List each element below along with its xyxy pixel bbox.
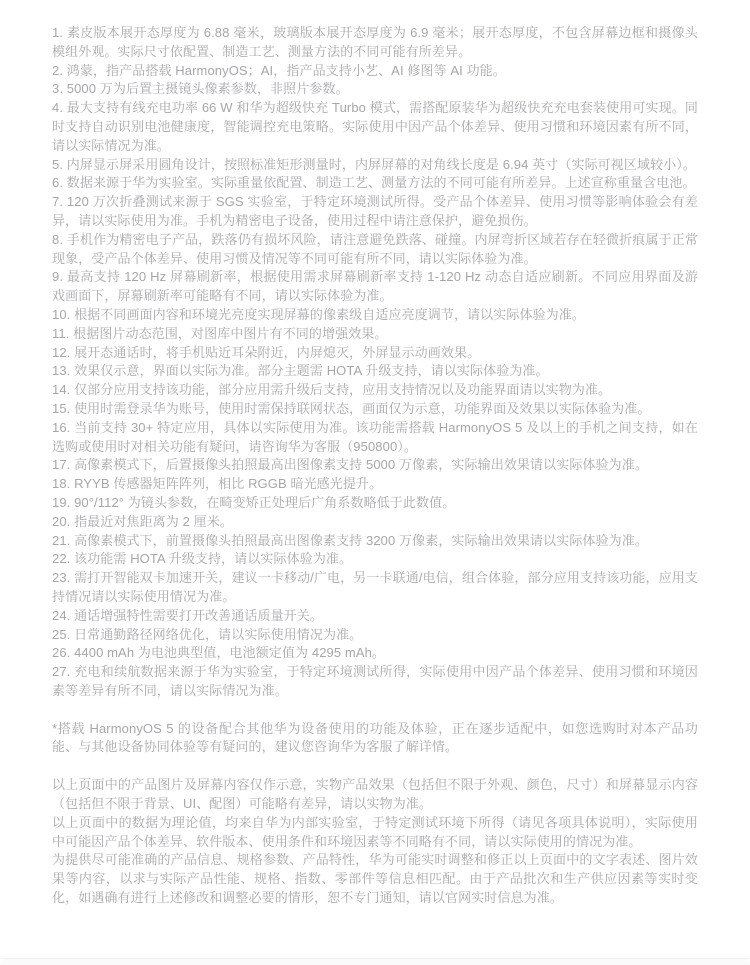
disclaimer-paragraph: 为提供尽可能准确的产品信息、规格参数、产品特性，华为可能实时调整和修正以上页面中的文字表述、图片效果等内容，以求与实际产品性能、规格、指数、零部件等信息相匹配。由于产品批次和生产供应因素等实时变化，如遇确有进行上述修改和调整必要的情形，恕不专门通知，请以官网实时信息为准。 [52, 852, 698, 906]
footnote-item: 19. 90°/112° 为镜头参数，在畸变矫正处理后广角系数略低于此数值。 [52, 494, 456, 510]
footnote-item: 6. 数据来源于华为实验室。实际重量依配置、制造工艺、测量方法的不同可能有所差异。上述宣称重量含电池。 [52, 175, 696, 191]
footnote-item: 27. 充电和续航数据来源于华为实验室，于特定环境测试所得，实际使用中因产品个体差异、使用习惯和环境因素等差异有所不同，请以实际情况为准。 [52, 664, 698, 698]
footnote-item: 16. 当前支持 30+ 特定应用，具体以实际使用为准。该功能需搭载 HarmonyOS 5 及以上的手机之间支持，如在选购或使用时对相关功能有疑问，请咨询华为客服（950800）。 [52, 419, 698, 454]
harmonyos-compat-note: *搭载 HarmonyOS 5 的设备配合其他华为设备使用的功能及体验，正在逐步适配中，如您选购时对本产品功能、与其他设备协同体验等有疑问的，建议您咨询华为客服了解详情。 [52, 720, 698, 755]
footnote-item: 8. 手机作为精密电子产品，跌落仍有损坏风险，请注意避免跌落、碰撞。内屏弯折区域若存在轻微折痕属于正常现象，受产品个体差异、使用习惯及情况等不同可能有所不同，请以实际体验为准。 [52, 231, 698, 266]
footnote-item: 1. 素皮版本展开态厚度为 6.88 毫米，玻璃版本展开态厚度为 6.9 毫米；展开态厚度，不包含屏幕边框和摄像头模组外观。实际尺寸依配置、制造工艺、测量方法的不同可能有所差异。 [52, 25, 698, 59]
footnote-item: 26. 4400 mAh 为电池典型值，电池额定值为 4295 mAh。 [52, 645, 386, 661]
footnote-item: 11. 根据图片动态范围，对图库中图片有不同的增强效果。 [52, 325, 388, 341]
footnotes-section [52, 24, 698, 701]
footnote-item: 7. 120 万次折叠测试来源于 SGS 实验室，于特定环境测试所得。受产品个体差异、使用习惯等影响体验会有差异，请以实际使用为准。手机为精密电子设备，使用过程中请注意保护，避免损伤。 [52, 194, 698, 228]
footnote-item: 5. 内屏显示屏采用圆角设计，按照标准矩形测量时，内屏屏幕的对角线长度是 6.94 英寸（实际可视区域较小）。 [52, 156, 696, 172]
footnote-item: 4. 最大支持有线充电功率 66 W 和华为超级快充 Turbo 模式，需搭配原装华为超级快充充电套装使用可实现。同时支持自动识别电池健康度，智能调控充电策略。实际使用中因产品个体差异、使用习惯和环境因素有所不同，请以实际情况为准。 [52, 100, 698, 153]
footnote-item: 12. 展开态通话时，将手机贴近耳朵附近，内屏熄灭，外屏显示动画效果。 [52, 344, 481, 360]
footnotes-list [52, 24, 698, 701]
footnote-item: 10. 根据不同画面内容和环境光亮度实现屏幕的像素级自适应亮度调节，请以实际体验为准。 [52, 306, 585, 322]
footnote-item: 15. 使用时需登录华为账号，使用时需保持联网状态，画面仅为示意，功能界面及效果以实际体验为准。 [52, 400, 651, 416]
footnote-item: 14. 仅部分应用支持该功能，部分应用需升级后支持，应用支持情况以及功能界面请以实物为准。 [52, 382, 612, 398]
footnote-item: 21. 高像素模式下，前置摄像头拍照最高出图像素支持 3200 万像素，实际输出效果请以实际体验为准。 [52, 532, 648, 548]
footnote-item: 25. 日常通勤路径网络优化，请以实际使用情况为准。 [52, 626, 363, 642]
footnote-item: 9. 最高支持 120 Hz 屏幕刷新率，根据使用需求屏幕刷新率支持 1-120 Hz 动态自适应刷新。不同应用界面及游戏画面下，屏幕刷新率可能略有不同，请以实际体验为准。 [52, 269, 698, 304]
footnote-item: 24. 通话增强特性需要打开改善通话质量开关。 [52, 607, 323, 623]
disclaimer-paragraph: 以上页面中的产品图片及屏幕内容仅作示意，实物产品效果（包括但不限于外观、颜色，尺寸）和屏幕显示内容（包括但不限于背景、UI、配图）可能略有差异，请以实物为准。 [52, 777, 698, 812]
footnote-item: 20. 指最近对焦距离为 2 厘米。 [52, 513, 233, 529]
general-disclaimers-section [52, 776, 698, 908]
footnote-item: 13. 效果仅示意，界面以实际为准。部分主题需 HOTA 升级支持，请以实际体验为准。 [52, 363, 549, 379]
footnote-item: 3. 5000 万为后置主摄镜头像素参数，非照片参数。 [52, 81, 349, 97]
disclaimer-paragraph: 以上页面中的数据为理论值，均来自华为内部实验室，于特定测试环境下所得（请见各项具体说明），实际使用中可能因产品个体差异、软件版本、使用条件和环境因素等不同略有不同，请以实际使用的情况为准。 [52, 814, 698, 849]
next-section-edge [0, 959, 750, 965]
footnote-item: 23. 需打开智能双卡加速开关，建议一卡移动/广电，另一卡联通/电信，组合体验，部分应用支持该功能，应用支持情况请以实际使用情况为准。 [52, 570, 698, 604]
footnote-item: 22. 该功能需 HOTA 升级支持，请以实际体验为准。 [52, 551, 353, 567]
footnote-item: 2. 鸿蒙，指产品搭载 HarmonyOS；AI，指产品支持小艺、AI 修图等 AI 功能。 [52, 62, 506, 78]
footnote-item: 17. 高像素模式下，后置摄像头拍照最高出图像素支持 5000 万像素，实际输出效果请以实际体验为准。 [52, 457, 648, 473]
bottom-divider [0, 958, 750, 959]
footnote-item: 18. RYYB 传感器矩阵阵列，相比 RGGB 暗光感光提升。 [52, 476, 383, 492]
